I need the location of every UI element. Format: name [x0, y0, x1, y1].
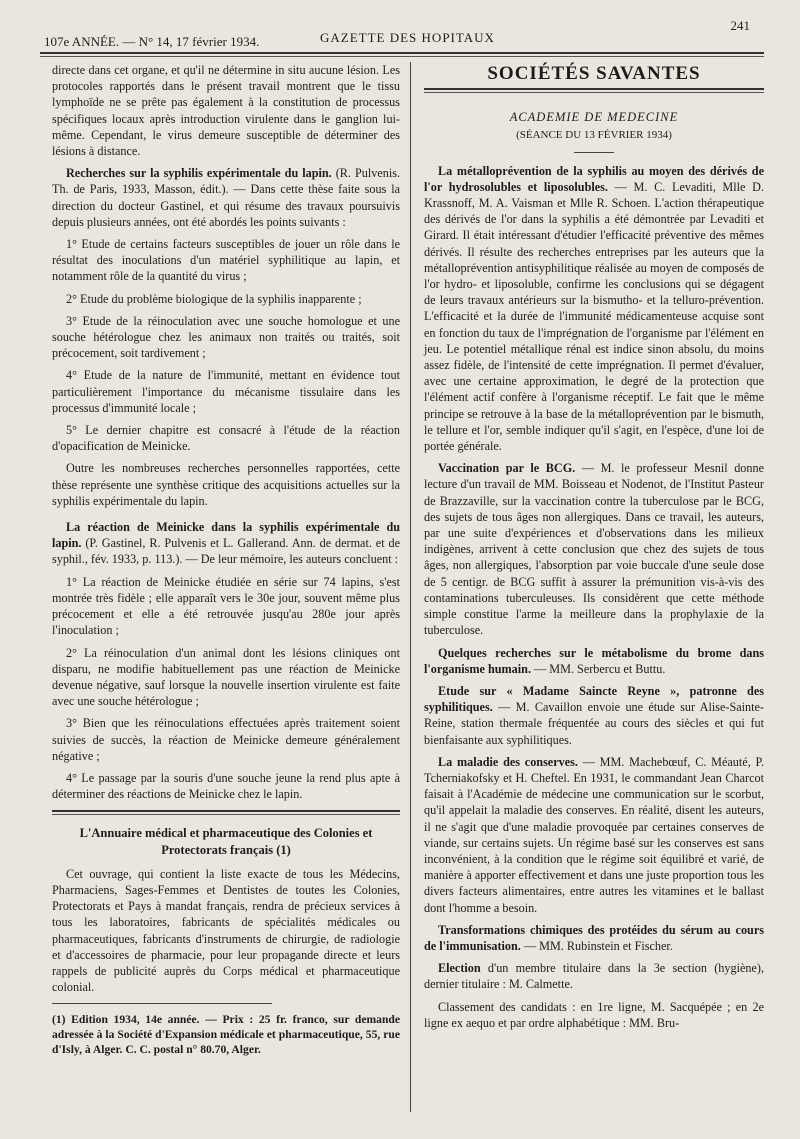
- annuaire-title: L'Annuaire médical et pharmaceutique des Colonies et Protectorats français (1): [79, 826, 373, 857]
- article-recherches: [52, 165, 400, 230]
- article-title: Election: [438, 961, 481, 976]
- left-column: [52, 62, 400, 1063]
- article-body: (R. Pulvenis. Th. de Paris, 1933, Masson, édit.). — Dans cette thèse faite sous la direction du docteur Gastinel, et qui résume des travaux poursuivis depuis plusieurs années, ont été abordés les points suivants :: [52, 166, 400, 229]
- article-body: — M. C. Levaditi, Mlle D. Krassnoff, M. A. Vaisman et Mlle R. Schoen. L'action thérapeutique des dérivés de l'or dans la syphilis a été démontrée par Levaditi et Girard. Il était intéressant d'étudier l'efficacité préventive des mêmes dérivés. Il résulte des recherches entreprises par les auteurs que la métalloprévention antisyphilitique réalisée au moyen de composés de l'or hydro- et liposoluble, confirme les conclusions qui se dégagent de leurs travaux antérieurs sur la bismutho- et la telluro-prévention. L'efficacité et la durée de l'immunité médicamenteuse acquise sont en fonction du taux de l'imprégnation de l'organisme par l'élément en jeu. Le potentiel métallique rénal est indice sinon absolu, du moins assez fidèle, de l'intensité de cette imprégnation. Il permet d'évaluer, avec une certaine approximation, le degré de la protection que l'élément actif confère à l'organisme réceptif. Le fait que le même principe se retrouve à la base de la métalloprévention par le bismuth, le tellure et l'or, semble indiquer qu'il s'agit, en l'espèce, d'une loi de portée générale.: [424, 179, 764, 454]
- column-divider: [410, 62, 411, 1112]
- article-body: — MM. Serbercu et Buttu.: [531, 661, 666, 676]
- header-rule: [40, 52, 764, 54]
- article-title: La métalloprévention de la syphilis au moyen des dérivés de l'or hydrosolubles et liposolubles.: [424, 163, 764, 194]
- list-item: 3° Etude de la réinoculation avec une souche homologue et une souche hétérologue chez les animaux non traités ou traités, soit précocement, soit tardivement ;: [52, 313, 400, 361]
- article-conserves: [424, 754, 764, 916]
- article-title: La réaction de Meinicke dans la syphilis expérimentale du lapin.: [52, 520, 400, 551]
- seance-date: (SÉANCE DU 13 FÉVRIER 1934): [516, 129, 672, 142]
- article-transformations: [424, 922, 764, 954]
- list-item: 4° Etude de la nature de l'immunité, mettant en évidence tout particulièrement l'importance du mécanisme tissulaire dans les processus d'immunité locale ;: [52, 368, 400, 415]
- classement: Classement des candidats : en 1re ligne, M. Sacquépée ; en 2e ligne ex aequo et par ordre alphabétique : MM. Bru-: [424, 999, 764, 1030]
- page-number: 241: [730, 18, 750, 33]
- issue-info: 107e ANNÉE. — N° 14, 17 février 1934.: [44, 34, 260, 49]
- article-title: Quelques recherches sur le métabolisme du brome dans l'organisme humain.: [424, 645, 764, 676]
- article-sainte-reyne: [424, 683, 764, 748]
- page-header: [40, 18, 760, 52]
- article-title: Transformations chimiques des protéides du sérum au cours de l'immunisation.: [424, 922, 764, 953]
- footnote-rule: [52, 1003, 272, 1004]
- section-rule: [424, 88, 764, 90]
- article-body: — MM. Machebœuf, C. Méauté, P. Tcherniakofsky et H. Cheftel. En 1931, le commandant Jean Charcot faisait à l'Académie de médecine une communication sur le scorbut, qu'il appelait la maladie des conserves. En réalité, disent les auteurs, il ne s'agit que d'une maladie provoquée par certaines conserves de viande, sur certains sujets. Un régime basé sur les conserves est sans inconvénient, à la condition que le régime soit équilibré et varié, de manière à apporter effectivement et dans une juste proportion tous les divers facteurs alimentaires, entre autres les vitamines et le ballast dont l'homme a besoin.: [424, 754, 764, 915]
- section-rule: [52, 810, 400, 812]
- short-rule: [574, 152, 614, 153]
- section-rule-thin: [52, 814, 400, 815]
- article-brome: [424, 645, 764, 677]
- article-title: Recherches sur la syphilis expérimentale du lapin.: [66, 166, 332, 181]
- article-meinicke: [52, 519, 400, 568]
- article-title: La maladie des conserves.: [438, 754, 578, 769]
- paragraph: Outre les nombreuses recherches personnelles rapportées, cette thèse représente une synthèse critique des acquisitions actuelles sur la syphilis expérimentale du lapin.: [52, 461, 400, 508]
- list-item: 5° Le dernier chapitre est consacré à l'étude de la réaction d'opacification de Meinicke.: [52, 423, 400, 454]
- list-item: 3° Bien que les réinoculations effectuées après traitement soient suivies de succès, la réaction de Meinicke demeure généralement négative ;: [52, 716, 400, 763]
- article-body: d'un membre titulaire dans la 3e section (hygiène), dernier titulaire : M. Calmette.: [424, 961, 764, 992]
- article-body: — MM. Rubinstein et Fischer.: [520, 938, 673, 953]
- article-bcg: [424, 460, 764, 638]
- header-rule-thin: [40, 56, 764, 57]
- section-rule-thin: [424, 92, 764, 93]
- article-election: [424, 960, 764, 992]
- article-body: — M. le professeur Mesnil donne lecture d'un travail de MM. Boisseau et Nodenot, de l'Institut Pasteur de Brazzaville, sur la vaccination contre la tuberculose par le BCG, des sujets de tous âges non allergiques. Dans ce travail, les auteurs, par une suite d'expériences et d'observations dans les milieux indigènes, arrivent à cette conclusion que chez des sujets de tous âges, non allergiques, l'absorption par voie buccale d'une seule dose de 5 centigr. de BCG suffit à assurer la prémunition vis-à-vis des contaminations tuberculeuses. Ils considèrent que cette méthode simple constitue l'arme la meilleure dans la prophylaxie de la tuberculose.: [424, 461, 764, 638]
- list-item: 1° Etude de certains facteurs susceptibles de jouer un rôle dans le résultat des inoculations d'un matériel syphilitique au lapin, et notamment rôle de la quantité du virus ;: [52, 237, 400, 284]
- academie-heading: ACADEMIE DE MEDECINE: [509, 110, 679, 125]
- article-metalloprevention: [424, 163, 764, 455]
- article-title: Vaccination par le BCG.: [438, 461, 576, 476]
- article-body: — M. Cavaillon envoie une étude sur Alise-Sainte-Reine, station thermale fréquentée au cours des siècles et qui fut bienfaisante aux syphilitiques.: [424, 700, 764, 747]
- intro-paragraph: directe dans cet organe, et qu'il ne détermine in situ aucune lésion. Les protocoles rapportés dans le présent travail montrent que le tissu lymphoïde ne se prête pas également à la constitution de processus spécifiques locaux après introduction virulente dans le ganglion lui-même. Cependant, le virus demeure susceptible de déterminer des lésions à distance.: [52, 63, 400, 159]
- list-item: 1° La réaction de Meinicke étudiée en série sur 74 lapins, s'est montrée très fidèle ; elle apparaît vers le 30e jour, souvent même plus précocement et elle a été retrouvée jusqu'au 280e jour après l'inoculation ;: [52, 574, 400, 638]
- list-item: 2° Etude du problème biologique de la syphilis inapparente ;: [66, 291, 362, 306]
- article-body: (P. Gastinel, R. Pulvenis et L. Gallerand. Ann. de dermat. et de syphil., fév. 1933, p. 113.). — De leur mémoire, les auteurs concluent :: [52, 536, 400, 567]
- article-title: Etude sur « Madame Saincte Reyne », patronne des syphilitiques.: [424, 683, 764, 715]
- list-item: 2° La réinoculation d'un animal dont les lésions cliniques ont disparu, ne modifie habituellement pas une réaction de Meinicke devenue négative, sauf lorsque la nouvelle insertion virulente est faite avec une souche hétérologue ;: [52, 645, 400, 709]
- annuaire-text: Cet ouvrage, qui contient la liste exacte de tous les Médecins, Pharmaciens, Sages-Femmes et Dentistes de toutes les Colonies, Protectorats et Pays à mandat français, rendra de précieux services à tous les laboratoires, fabricants de spécialités médicales ou pharmaceutiques, fabricants d'instruments de chirurgie, de radiologie et d'accessoires de pharmacie, pour leur propagande directe et leurs rappels de publicité auprès du Corps médical et pharmaceutique colonial.: [52, 866, 400, 995]
- journal-title: GAZETTE DES HOPITAUX: [320, 30, 495, 45]
- footnote: (1) Edition 1934, 14e année. — Prix : 25 fr. franco, sur demande adressée à la Société d'Expansion médicale et pharmaceutique, 55, rue d'Isly, à Alger. C. C. postal n° 80.70, Alger.: [52, 1013, 400, 1057]
- list-item: 4° Le passage par la souris d'une souche jeune la rend plus apte à déterminer des réactions de Meinicke chez le lapin.: [52, 770, 400, 802]
- right-column: [424, 62, 764, 1037]
- section-title: SOCIÉTÉS SAVANTES: [487, 63, 701, 84]
